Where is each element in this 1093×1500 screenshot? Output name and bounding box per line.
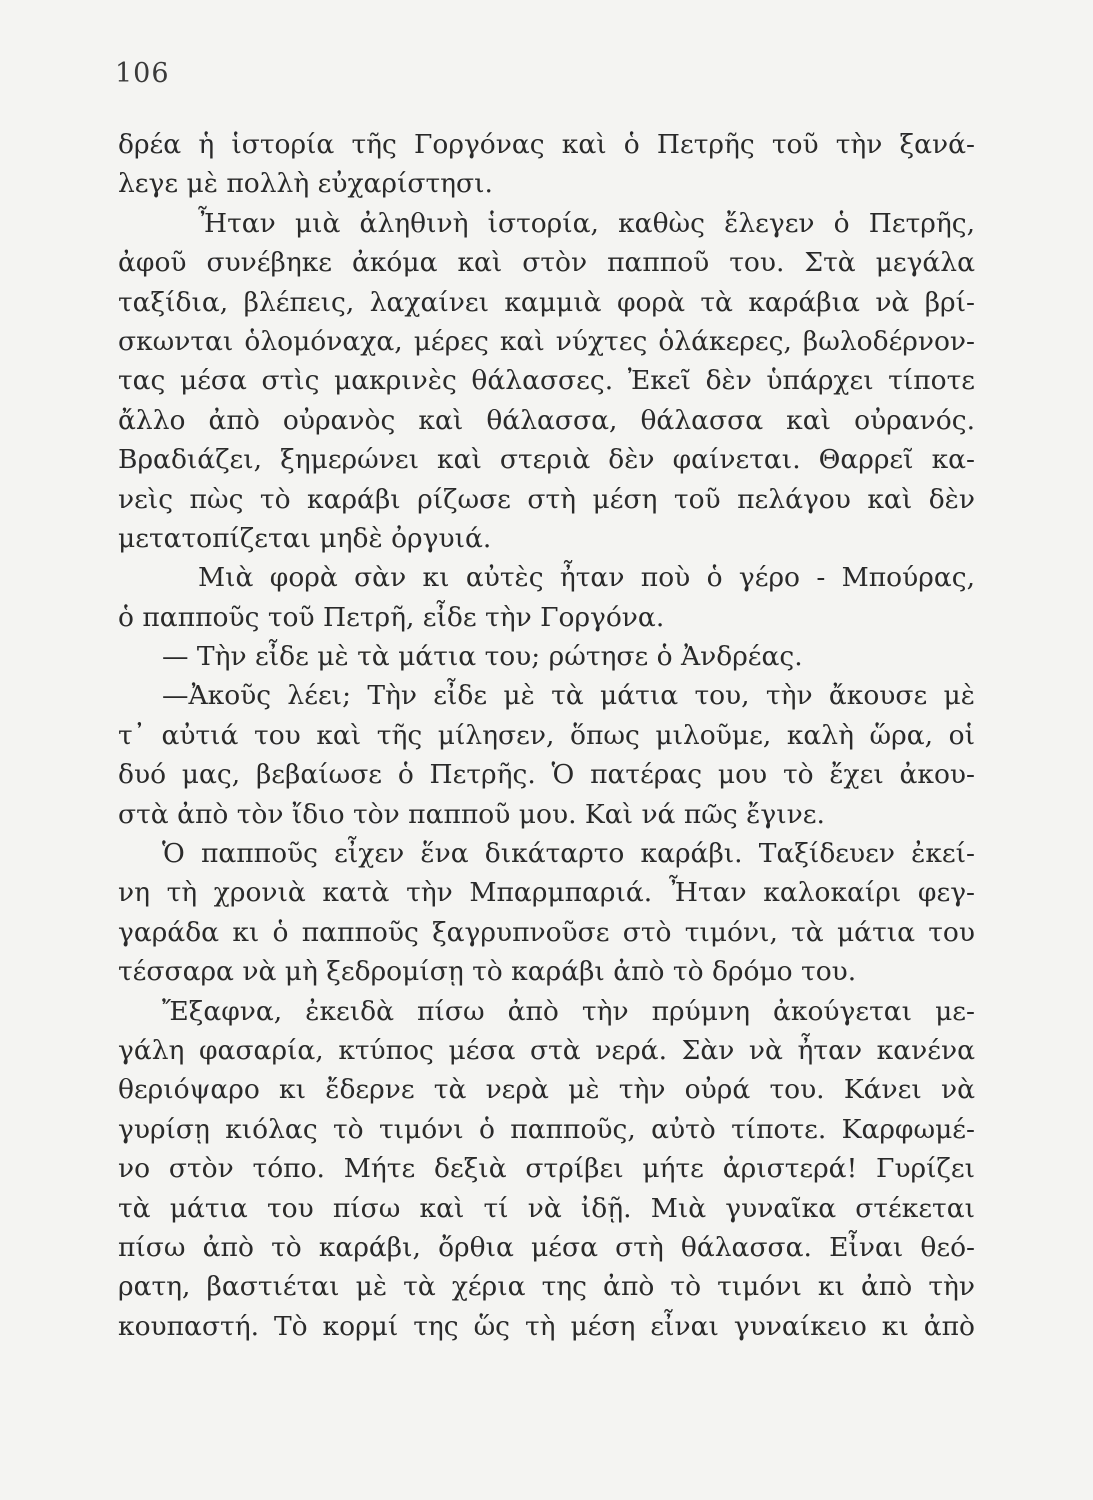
- text-line: Βραδιάζει, ξημερώνει καὶ στεριὰ δὲν φαίνεται. Θαρρεῖ κα-: [118, 444, 975, 476]
- text-line: γάλη φασαρία, κτύπος μέσα στὰ νερά. Σὰν νὰ ἦταν κανένα: [118, 1034, 975, 1066]
- text-line: στὰ ἀπὸ τὸν ἴδιο τὸν παπποῦ μου. Καὶ νά πῶς ἔγινε.: [118, 798, 825, 830]
- text-line: τας μέσα στὶς μακρινὲς θάλασσες. Ἐκεῖ δὲν ὑπάρχει τίποτε: [118, 365, 975, 397]
- text-line: σκωνται ὁλομόναχα, μέρες καὶ νύχτες ὁλάκερες, βωλοδέρνον-: [118, 325, 975, 357]
- text-line: Ἦταν μιὰ ἀληθινὴ ἱστορία, καθὼς ἔλεγεν ὁ Πετρῆς,: [198, 207, 975, 239]
- text-line: κουπαστή. Τὸ κορμί της ὥς τὴ μέση εἶναι γυναίκειο κι ἀπὸ: [118, 1310, 975, 1342]
- text-line: θεριόψαρο κι ἔδερνε τὰ νερὰ μὲ τὴν οὐρά του. Κάνει νὰ: [118, 1074, 975, 1106]
- text-line: τὰ μάτια του πίσω καὶ τί νὰ ἰδῇ. Μιὰ γυναῖκα στέκεται: [118, 1192, 975, 1224]
- text-line: Ἔξαφνα, ἐκειδὰ πίσω ἀπὸ τὴν πρύμνη ἀκούγεται με-: [162, 995, 975, 1027]
- text-line: δυό μας, βεβαίωσε ὁ Πετρῆς. Ὁ πατέρας μου τὸ ἔχει ἀκου-: [118, 759, 975, 791]
- text-line: ὁ παπποῦς τοῦ Πετρῆ, εἶδε τὴν Γοργόνα.: [118, 601, 665, 633]
- text-line: λεγε μὲ πολλὴ εὐχαρίστησι.: [118, 168, 493, 200]
- text-line: Μιὰ φορὰ σὰν κι αὐτὲς ἦταν ποὺ ὁ γέρο - Μπούρας,: [198, 562, 975, 594]
- text-line: ταξίδια, βλέπεις, λαχαίνει καμμιὰ φορὰ τὰ καράβια νὰ βρί-: [118, 286, 975, 318]
- text-line: γαράδα κι ὁ παπποῦς ξαγρυπνοῦσε στὸ τιμόνι, τὰ μάτια του: [118, 916, 975, 948]
- text-line: γυρίσῃ κιόλας τὸ τιμόνι ὁ παπποῦς, αὐτὸ τίποτε. Καρφωμέ-: [118, 1113, 975, 1145]
- body-text: [118, 125, 975, 1346]
- page-number: 106: [115, 58, 170, 89]
- text-line: Ὁ παπποῦς εἶχεν ἕνα δικάταρτο καράβι. Ταξίδευεν ἐκεί-: [162, 838, 975, 870]
- text-line: — Τὴν εἶδε μὲ τὰ μάτια του; ρώτησε ὁ Ἀνδρέας.: [162, 641, 803, 673]
- text-line: —Ἀκοῦς λέει; Τὴν εἶδε μὲ τὰ μάτια του, τὴν ἄκουσε μὲ: [162, 680, 975, 712]
- text-line: νο στὸν τόπο. Μήτε δεξιὰ στρίβει μήτε ἀριστερά! Γυρίζει: [118, 1153, 975, 1185]
- text-line: νεὶς πὼς τὸ καράβι ρίζωσε στὴ μέση τοῦ πελάγου καὶ δὲν: [118, 483, 975, 515]
- text-line: νη τὴ χρονιὰ κατὰ τὴν Μπαρμπαριά. Ἦταν καλοκαίρι φεγ-: [118, 877, 975, 909]
- text-line: ἄλλο ἀπὸ οὐρανὸς καὶ θάλασσα, θάλασσα καὶ οὐρανός.: [118, 404, 975, 436]
- text-line: ἀφοῦ συνέβηκε ἀκόμα καὶ στὸν παπποῦ του. Στὰ μεγάλα: [118, 247, 975, 279]
- text-line: τέσσαρα νὰ μὴ ξεδρομίσῃ τὸ καράβι ἀπὸ τὸ δρόμο του.: [118, 956, 857, 988]
- text-line: ρατη, βαστιέται μὲ τὰ χέρια της ἀπὸ τὸ τιμόνι κι ἀπὸ τὴν: [118, 1271, 975, 1303]
- text-line: πίσω ἀπὸ τὸ καράβι, ὄρθια μέσα στὴ θάλασσα. Εἶναι θεό-: [118, 1231, 975, 1263]
- text-line: μετατοπίζεται μηδὲ ὀργυιά.: [118, 522, 492, 554]
- text-line: δρέα ἡ ἱστορία τῆς Γοργόνας καὶ ὁ Πετρῆς τοῦ τὴν ξανά-: [118, 129, 975, 160]
- text-line: τ᾽ αὐτιά του καὶ τῆς μίλησεν, ὅπως μιλοῦμε, καλὴ ὥρα, οἱ: [118, 719, 975, 751]
